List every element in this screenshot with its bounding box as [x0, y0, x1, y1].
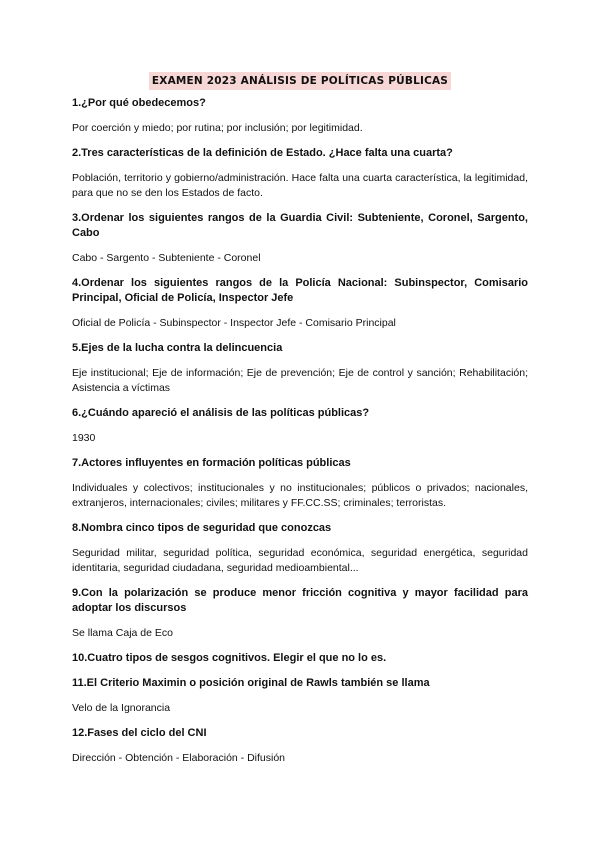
- question-item-11: [72, 676, 528, 716]
- question-text: 10.Cuatro tipos de sesgos cognitivos. Elegir el que no lo es.: [72, 652, 387, 664]
- answer-text: Velo de la Ignorancia: [72, 702, 171, 714]
- answer-text: Población, territorio y gobierno/administración. Hace falta una cuarta característica, la legitimidad, para que no se den los Estados de facto.: [72, 172, 528, 199]
- question-text: 5.Ejes de la lucha contra la delincuencia: [72, 342, 283, 354]
- question-item-10: [72, 651, 528, 666]
- question-item-12: [72, 726, 528, 766]
- answer-text: Oficial de Policía - Subinspector - Inspector Jefe - Comisario Principal: [72, 317, 396, 329]
- answer-text: Seguridad militar, seguridad política, seguridad económica, seguridad energética, seguridad identitaria, seguridad ciudadana, seguridad medioambiental...: [72, 547, 528, 574]
- question-item-7: [72, 456, 528, 511]
- question-item-6: [72, 406, 528, 446]
- question-text: 12.Fases del ciclo del CNI: [72, 727, 207, 739]
- answer-text: Se llama Caja de Eco: [72, 627, 173, 639]
- answer-text: Eje institucional; Eje de información; Eje de prevención; Eje de control y sanción; Rehabilitación; Asistencia a víctimas: [72, 367, 528, 394]
- answer-text: Por coerción y miedo; por rutina; por inclusión; por legitimidad.: [72, 122, 363, 134]
- question-text: 9.Con la polarización se produce menor fricción cognitiva y mayor facilidad para adoptar los discursos: [72, 587, 528, 614]
- question-item-8: [72, 521, 528, 576]
- question-text: 3.Ordenar los siguientes rangos de la Guardia Civil: Subteniente, Coronel, Sargento, Cabo: [72, 212, 528, 239]
- question-text: 1.¿Por qué obedecemos?: [72, 97, 206, 109]
- question-text: 2.Tres características de la definición de Estado. ¿Hace falta una cuarta?: [72, 147, 453, 159]
- question-list: [72, 96, 528, 766]
- question-text: 6.¿Cuándo apareció el análisis de las políticas públicas?: [72, 407, 370, 419]
- question-item-1: [72, 96, 528, 136]
- question-item-9: [72, 586, 528, 641]
- answer-text: Individuales y colectivos; institucionales y no institucionales; públicos o privados; nacionales, extranjeros, internacionales; civiles; militares y FF.CC.SS; criminales; terroristas.: [72, 482, 528, 509]
- question-item-3: [72, 211, 528, 266]
- answer-text: Dirección - Obtención - Elaboración - Difusión: [72, 752, 286, 764]
- title-container: [0, 71, 600, 90]
- question-item-4: [72, 276, 528, 331]
- answer-text: 1930: [72, 432, 96, 444]
- document-title: EXAMEN 2023 ANÁLISIS DE POLÍTICAS PÚBLICAS: [149, 72, 451, 90]
- question-text: 8.Nombra cinco tipos de seguridad que conozcas: [72, 522, 332, 534]
- question-item-5: [72, 341, 528, 396]
- question-text: 7.Actores influyentes en formación políticas públicas: [72, 457, 351, 469]
- question-item-2: [72, 146, 528, 201]
- question-text: 11.El Criterio Maximin o posición original de Rawls también se llama: [72, 677, 430, 689]
- question-text: 4.Ordenar los siguientes rangos de la Policía Nacional: Subinspector, Comisario Principal, Oficial de Policía, Inspector Jefe: [72, 277, 528, 304]
- answer-text: Cabo - Sargento - Subteniente - Coronel: [72, 252, 261, 264]
